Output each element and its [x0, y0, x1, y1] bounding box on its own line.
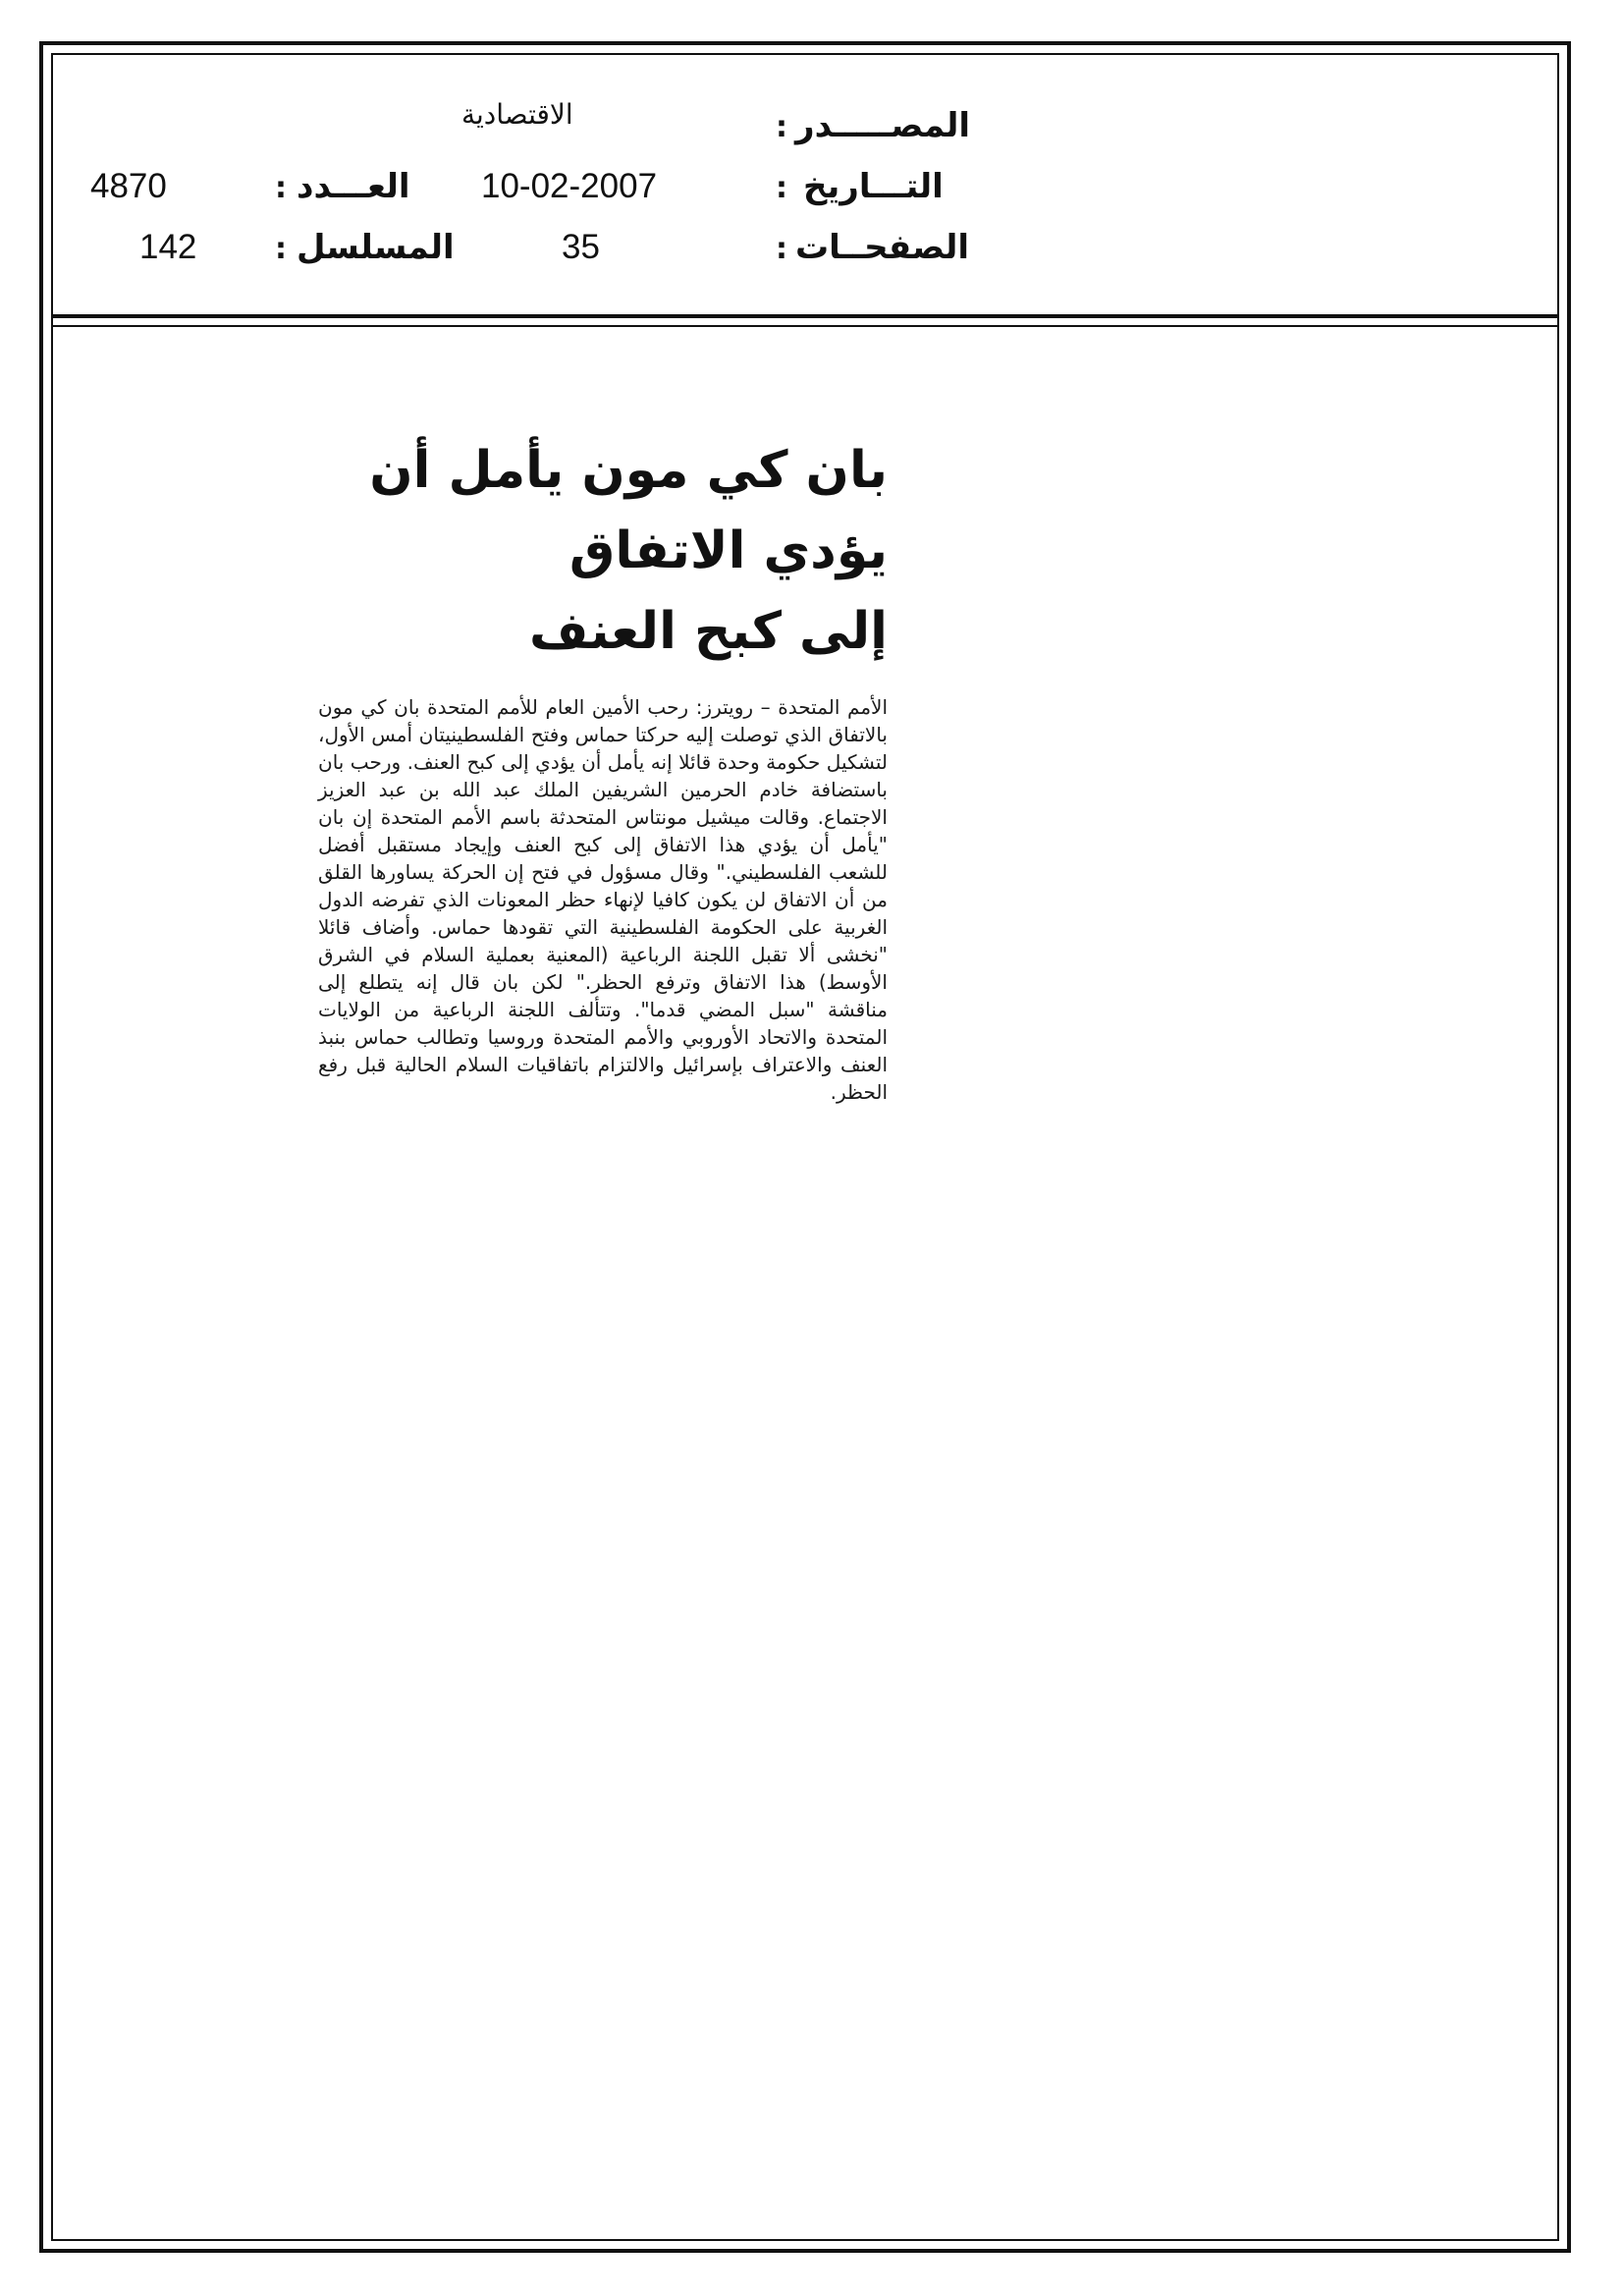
- issue-value: 4870: [90, 167, 167, 205]
- article-headline: [310, 430, 899, 672]
- article-body: الأمم المتحدة – رويترز: رحب الأمين العام للأمم المتحدة بان كي مون بالاتفاق الذي توصلت إليه حركتا حماس وفتح الفلسطينيتان أمس الأول، لتشكيل حكومة وحدة قائلا إنه يأمل أن يؤدي إلى كبح العنف. ورحب بان باستضافة خادم الحرمين الشريفين الملك عبد الله بن عبد العزيز الاجتماع. وقالت ميشيل مونتاس المتحدثة باسم الأمم المتحدة إن بان "يأمل أن يؤدي هذا الاتفاق إلى كبح العنف وإيجاد مستقبل أفضل للشعب الفلسطيني." وقال مسؤول في فتح إن الحركة يساورها القلق من أن الاتفاق لن يكون كافيا لإنهاء حظر المعونات الذي تفرضه الدول الغربية على الحكومة الفلسطينية التي تقودها حماس. وأضاف قائلا "نخشى ألا تقبل اللجنة الرباعية (المعنية بعملية السلام في الشرق الأوسط) هذا الاتفاق وترفع الحظر." لكن بان قال إنه يتطلع إلى مناقشة "سبل المضي قدما". وتتألف اللجنة الرباعية من الولايات المتحدة والاتحاد الأوروبي والأمم المتحدة وروسيا وتطالب حماس بنبذ العنف والاعتراف بإسرائيل والالتزام باتفاقيات السلام الحالية قبل رفع الحظر.: [318, 695, 888, 1104]
- headline-line-2: إلى كبح العنف: [529, 602, 888, 661]
- serial-label: المسلسل: [297, 228, 455, 267]
- source-colon: :: [776, 110, 787, 144]
- serial-colon: :: [275, 232, 287, 266]
- pages-value: 35: [562, 228, 600, 266]
- issue-colon: :: [275, 171, 287, 205]
- pages-colon: :: [776, 232, 787, 266]
- issue-label: العـــدد: [297, 167, 410, 206]
- headline-line-1: بان كي مون يأمل أن يؤدي الاتفاق: [369, 441, 888, 580]
- header-divider-thin: [51, 325, 1559, 327]
- pages-label: الصفحــات: [795, 228, 970, 267]
- date-value: 10-02-2007: [481, 167, 658, 205]
- source-label: المصـــــدر: [795, 106, 971, 145]
- source-value: الاقتصادية: [461, 98, 573, 131]
- date-label: التـــاريخ: [803, 167, 944, 206]
- newspaper-clipping: [310, 430, 899, 1104]
- page-border-inner: [51, 53, 1559, 2241]
- serial-value: 142: [139, 228, 197, 266]
- date-colon: :: [776, 171, 787, 205]
- header-divider: [51, 314, 1559, 318]
